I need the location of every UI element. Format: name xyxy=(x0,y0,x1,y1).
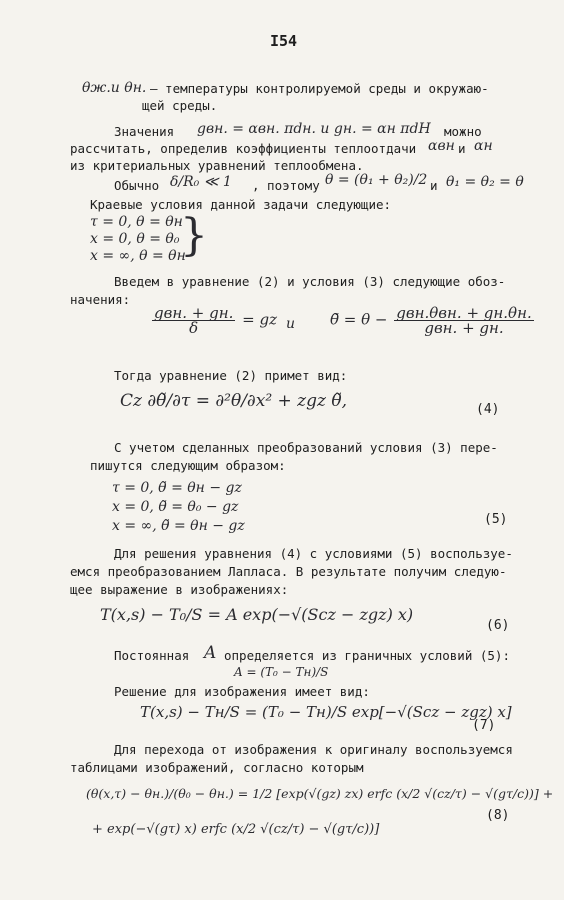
text-line-2: щей среды. xyxy=(142,98,218,113)
text-line-6c: и xyxy=(430,178,438,193)
text-line-14: емся преобразованием Лапласа. В результате получим следую- xyxy=(70,564,507,579)
formula-g-definitions: gвн. = αвн. πdн. и gн. = αн πdH xyxy=(197,121,431,137)
gz-denominator: δ xyxy=(189,319,199,337)
equation-8-line-2: + exp(−√(gτ) x) erfc (x/2 √(cz/τ) − √(gτ/c))] xyxy=(92,822,380,837)
text-line-15: щее выражение в изображениях: xyxy=(70,582,289,597)
text-line-6b: , поэтому xyxy=(252,178,320,193)
text-line-9: начения: xyxy=(70,292,131,307)
boundary-condition-1: τ = 0, θ̃ = θн − gz xyxy=(112,480,242,496)
boundary-condition-2: x = 0, θ̃ = θ₀ − gz xyxy=(112,499,239,515)
equation-number-7: (7) xyxy=(472,718,496,733)
text-line-1: – температуры контролируемой среды и окружаю- xyxy=(150,81,489,96)
formula-a-definition: A = (T₀ − Tн)/S xyxy=(234,665,329,679)
text-line-17: Решение для изображения имеет вид: xyxy=(114,684,370,699)
formula-constant-a: A xyxy=(204,643,217,663)
text-line-3b: можно xyxy=(444,124,482,139)
gz-numerator: gвн. + gн. xyxy=(154,304,234,322)
theta-tilde-numerator: gвн.θвн. + gн.θн. xyxy=(396,304,532,322)
text-line-18: Для перехода от изображения к оригиналу воспользуемся xyxy=(114,742,513,757)
formula-definition-theta-tilde xyxy=(330,306,536,335)
equation-number-8: (8) xyxy=(486,808,510,823)
formula-alpha-vn: αвн xyxy=(428,138,455,154)
formula-definition-and: и xyxy=(286,316,296,332)
text-line-11: С учетом сделанных преобразований условия (3) пере- xyxy=(114,440,498,455)
theta-tilde-lhs: θ̃ = θ − xyxy=(330,310,388,329)
condition-brace: } xyxy=(180,210,208,261)
text-line-16a: Постоянная xyxy=(114,648,190,663)
formula-delta-condition: δ/R₀ ≪ 1 xyxy=(170,174,232,190)
equation-8-line-1: (θ(x,τ) − θн.)/(θ₀ − θн.) = 1/2 [exp(√(gz) zx) erfc (x/2 √(cz/τ) − √(gτ/c))] + xyxy=(86,786,554,801)
text-line-19: таблицами изображений, согласно которым xyxy=(70,760,364,775)
equation-4: Cz ∂θ̃/∂τ = ∂²θ/∂x² + zgz θ̃, xyxy=(120,391,348,411)
text-line-8: Введем в уравнение (2) и условия (3) следующие обоз- xyxy=(114,274,506,289)
initial-condition-3: x = ∞, θ = θн xyxy=(90,248,186,264)
text-line-4: рассчитать, определив коэффициенты теплоотдачи xyxy=(70,141,417,156)
initial-condition-2: x = 0, θ = θ₀ xyxy=(90,231,180,247)
formula-alpha-n: αн xyxy=(474,138,493,154)
equation-6: T(x,s) − T₀/S = A exp(−√(Scz − zgz) x) xyxy=(100,605,414,624)
boundary-condition-3: x = ∞, θ̃ = θн − gz xyxy=(112,518,245,534)
equation-number-4: (4) xyxy=(476,402,500,417)
text-line-3a: Значения xyxy=(114,124,175,139)
text-line-4b: и xyxy=(458,141,466,156)
theta-tilde-denominator: gвн. + gн. xyxy=(424,319,504,337)
text-line-10: Тогда уравнение (2) примет вид: xyxy=(114,368,348,383)
text-line-5: из критериальных уравнений теплообмена. xyxy=(70,158,364,173)
formula-theta-equal: θ₁ = θ₂ = θ xyxy=(446,174,524,190)
initial-condition-1: τ = 0, θ = θн xyxy=(90,214,183,230)
gz-rhs: = gz xyxy=(242,310,277,329)
equation-number-5: (5) xyxy=(484,512,508,527)
text-line-13: Для решения уравнения (4) с условиями (5) воспользуе- xyxy=(114,546,513,561)
equation-7: T(x,s) − Tн/S = (T₀ − Tн)/S exp[−√(Scz − zgz) x] xyxy=(140,703,512,721)
formula-theta-pair: θж.и θн. xyxy=(82,80,147,96)
formula-definition-gz xyxy=(150,306,277,335)
equation-number-6: (6) xyxy=(486,618,510,633)
text-line-6a: Обычно xyxy=(114,178,160,193)
formula-theta-mean: θ = (θ₁ + θ₂)/2 xyxy=(325,172,428,188)
text-line-12: пишутся следующим образом: xyxy=(90,458,286,473)
text-line-16b: определяется из граничных условий (5): xyxy=(224,648,510,663)
page-number: I54 xyxy=(270,32,298,50)
text-line-7: Краевые условия данной задачи следующие: xyxy=(90,197,392,212)
